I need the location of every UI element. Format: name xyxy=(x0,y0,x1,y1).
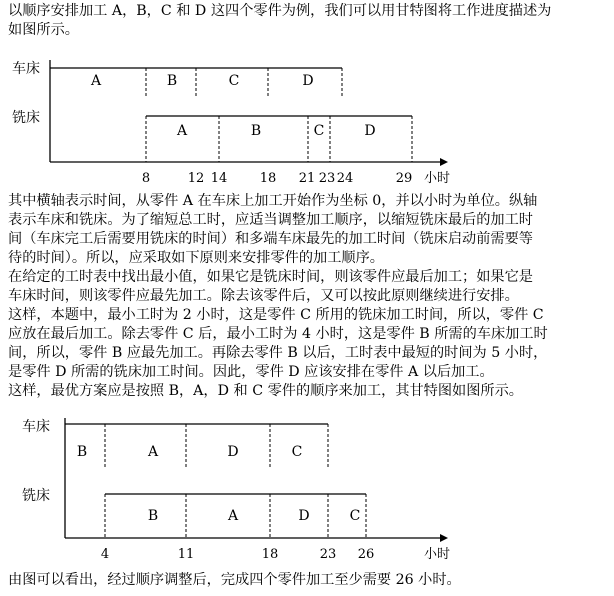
conclusion-line: 由图可以看出，经过顺序调整后，完成四个零件加工至少需要 26 小时。 xyxy=(8,572,461,588)
conclusion-paragraph xyxy=(8,571,608,590)
lathe-block-label: C xyxy=(291,444,303,460)
x-axis-unit: 小时 xyxy=(424,547,451,562)
body-line: 间（车床完工后需要用铣床的时间）和多端车床最先的加工时间（铣床启动前需要等 xyxy=(8,231,533,247)
body-line: 其中横轴表示时间，从零件 A 在车床上加工开始作为坐标 0，并以小时为单位。纵轴 xyxy=(8,193,538,209)
lathe-block-label: B xyxy=(166,73,178,89)
x-tick-label: 18 xyxy=(259,171,277,186)
mill-block-label: A xyxy=(227,508,239,524)
lathe-block-label: C xyxy=(228,73,240,89)
body-line: 这样，最优方案应是按照 B，A，D 和 C 零件的顺序来加工，其甘特图如图所示。 xyxy=(8,383,523,399)
intro-paragraph xyxy=(8,2,608,40)
intro-line: 如图所示。 xyxy=(8,22,79,38)
lathe-block-label: D xyxy=(302,73,314,89)
x-tick-label: 12 xyxy=(187,171,205,186)
x-tick-label: 18 xyxy=(261,547,279,562)
lathe-block-label: A xyxy=(147,444,159,460)
x-tick-label: 4 xyxy=(100,547,110,562)
body-line: 车床时间，则该零件应最先加工。除去该零件后，又可以按此原则继续进行安排。 xyxy=(8,288,519,304)
x-tick-label: 26 xyxy=(357,547,375,562)
x-axis-unit: 小时 xyxy=(424,171,451,186)
body-line: 间，所以，零件 B 应最先加工。再除去零件 B 以后，工时表中最短的时间为 5 小时， xyxy=(8,345,548,361)
row-label-lathe: 车床 xyxy=(12,61,40,77)
row-label-lathe: 车床 xyxy=(22,419,50,435)
body-line: 应放在最后加工。除去零件 C 后，最小工时为 4 小时，这是零件 B 所需的车床加工时 xyxy=(8,326,548,342)
x-tick-label: 21 xyxy=(298,171,316,186)
x-tick-label: 23 xyxy=(319,547,337,562)
mill-block-label: D xyxy=(298,508,310,524)
body-line: 在给定的工时表中找出最小值，如果它是铣床时间，则该零件应最后加工；如果它是 xyxy=(8,269,533,285)
mill-block-label: B xyxy=(147,508,159,524)
gantt-chart-optimized xyxy=(0,408,614,563)
intro-line: 以顺序安排加工 A，B，C 和 D 这四个零件为例，我们可以用甘特图将工作进度描述为 xyxy=(8,3,552,19)
lathe-block-label: B xyxy=(76,444,88,460)
x-tick-label: 14 xyxy=(210,171,228,186)
lathe-block-label: A xyxy=(90,73,102,89)
mill-block-label: A xyxy=(176,123,188,139)
row-label-mill: 铣床 xyxy=(22,488,50,504)
x-tick-label: 23 xyxy=(318,171,336,186)
body-line: 是零件 D 所需的铣床加工时间。因此，零件 D 应该安排在零件 A 以后加工。 xyxy=(8,364,494,380)
x-axis-arrow-icon xyxy=(440,158,448,166)
body-line: 表示车床和铣床。为了缩短总工时，应适当调整加工顺序，以缩短铣床最后的加工时 xyxy=(8,212,533,228)
mill-block-label: C xyxy=(349,508,361,524)
x-tick-label: 11 xyxy=(177,547,195,562)
mill-block-label: C xyxy=(313,123,325,139)
lathe-block-label: D xyxy=(227,444,239,460)
x-axis-arrow-icon xyxy=(440,534,448,542)
mill-block-label: B xyxy=(250,123,262,139)
x-tick-label: 8 xyxy=(141,171,151,186)
x-tick-label: 29 xyxy=(395,171,413,186)
x-tick-label: 24 xyxy=(336,171,354,186)
mill-block-label: D xyxy=(364,123,376,139)
body-line: 这样，本题中，最小工时为 2 小时，这是零件 C 所用的铣床加工时间，所以，零件 C xyxy=(8,307,544,323)
gantt-chart-original xyxy=(0,50,614,190)
row-label-mill: 铣床 xyxy=(12,110,40,126)
body-line: 待的时间）。所以，应采取如下原则来安排零件的加工顺序。 xyxy=(8,250,384,266)
body-paragraph xyxy=(8,192,608,401)
